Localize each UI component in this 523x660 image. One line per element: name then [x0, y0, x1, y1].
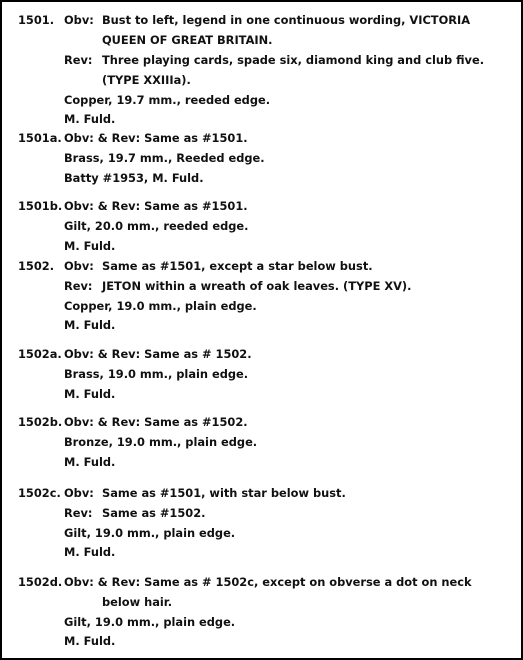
source: Batty #1953, M. Fuld.	[64, 171, 204, 185]
obverse-description-continued: QUEEN OF GREAT BRITAIN.	[102, 33, 273, 47]
obverse-label: Obv:	[64, 13, 94, 27]
reverse-description-continued: (TYPE XXIIIa).	[102, 73, 191, 87]
metal-size-edge: Gilt, 19.0 mm., plain edge.	[64, 615, 236, 629]
reverse-description: JETON within a wreath of oak leaves. (TYPE XV).	[102, 279, 412, 293]
source: M. Fuld.	[64, 239, 116, 253]
reverse-description: Three playing cards, spade six, diamond king and club five.	[102, 53, 485, 67]
obverse-reverse-description: Obv: & Rev: Same as #1502.	[64, 415, 248, 429]
reverse-label: Rev:	[64, 279, 93, 293]
obverse-reverse-description: Obv: & Rev: Same as #1501.	[64, 131, 248, 145]
entry-number: 1502a.	[18, 347, 62, 361]
source: M. Fuld.	[64, 634, 116, 648]
entry-number: 1501.	[18, 13, 55, 27]
metal-size-edge: Brass, 19.0 mm., plain edge.	[64, 367, 249, 381]
obverse-reverse-description: Obv: & Rev: Same as #1501.	[64, 199, 248, 213]
obverse-reverse-description-continued: below hair.	[102, 595, 173, 609]
reverse-label: Rev:	[64, 506, 93, 520]
entry-number: 1502b.	[18, 415, 63, 429]
obverse-reverse-description: Obv: & Rev: Same as # 1502.	[64, 347, 252, 361]
reverse-description: Same as #1502.	[102, 506, 206, 520]
source: M. Fuld.	[64, 112, 116, 126]
metal-size-edge: Gilt, 20.0 mm., reeded edge.	[64, 219, 249, 233]
reverse-label: Rev:	[64, 53, 93, 67]
metal-size-edge: Copper, 19.7 mm., reeded edge.	[64, 93, 271, 107]
obverse-description: Bust to left, legend in one continuous wording, VICTORIA	[102, 13, 471, 27]
source: M. Fuld.	[64, 545, 116, 559]
source: M. Fuld.	[64, 318, 116, 332]
obverse-label: Obv:	[64, 259, 94, 273]
obverse-description: Same as #1501, except a star below bust.	[102, 259, 373, 273]
obverse-description: Same as #1501, with star below bust.	[102, 486, 346, 500]
obverse-reverse-description: Obv: & Rev: Same as # 1502c, except on obverse a dot on neck	[64, 575, 472, 589]
entry-number: 1501b.	[18, 199, 63, 213]
entry-number: 1502c.	[18, 486, 61, 500]
metal-size-edge: Bronze, 19.0 mm., plain edge.	[64, 435, 258, 449]
metal-size-edge: Brass, 19.7 mm., Reeded edge.	[64, 151, 265, 165]
entry-number: 1502d.	[18, 575, 63, 589]
metal-size-edge: Copper, 19.0 mm., plain edge.	[64, 299, 257, 313]
entry-number: 1502.	[18, 259, 55, 273]
source: M. Fuld.	[64, 455, 116, 469]
entry-number: 1501a.	[18, 131, 62, 145]
source: M. Fuld.	[64, 387, 116, 401]
obverse-label: Obv:	[64, 486, 94, 500]
metal-size-edge: Gilt, 19.0 mm., plain edge.	[64, 526, 236, 540]
